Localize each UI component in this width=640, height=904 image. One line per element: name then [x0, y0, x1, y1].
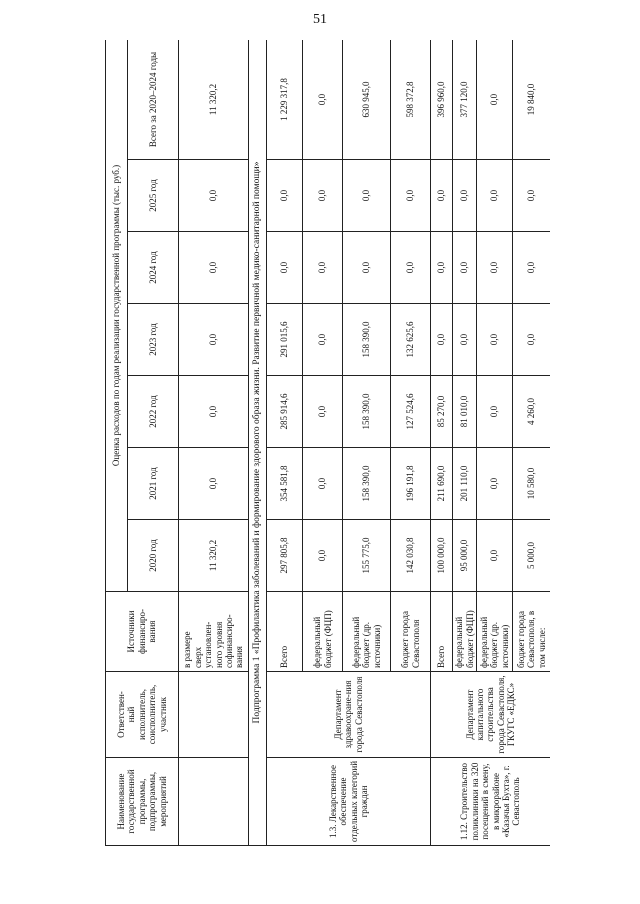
value-cell: 196 191,8	[391, 448, 431, 520]
header-year-2023: 2023 год	[128, 304, 179, 376]
source-cell: бюджет города Севастополя, в том числе:	[513, 592, 551, 672]
value-cell: 0,0	[179, 304, 249, 376]
header-estimate: Оценка расходов по годам реализации государственной программы (тыс. руб.)	[106, 40, 128, 592]
value-cell: 142 030,8	[391, 520, 431, 592]
rotated-sheet	[105, 40, 550, 846]
value-cell: 0,0	[391, 160, 431, 232]
measure-name: 1.12. Строительство поликлиники на 320 посещений в смену, в микрорайоне «Казачья Бухта», г. Севастополь	[431, 758, 551, 846]
value-cell: 0,0	[513, 232, 551, 304]
value-cell: 0,0	[303, 376, 343, 448]
responsible-cell: Департамент здравоохране-ния города Севастополя	[267, 672, 431, 758]
header-year-2022: 2022 год	[128, 376, 179, 448]
empty-cell	[179, 672, 249, 758]
value-cell: 0,0	[303, 160, 343, 232]
value-cell: 11 320,2	[179, 520, 249, 592]
value-cell: 0,0	[513, 304, 551, 376]
budget-table-wrapper	[105, 40, 550, 846]
value-cell: 0,0	[477, 376, 513, 448]
value-cell: 158 390,0	[343, 376, 391, 448]
table-row	[267, 40, 303, 846]
empty-cell	[179, 758, 249, 846]
value-cell: 0,0	[477, 160, 513, 232]
value-cell: 0,0	[477, 40, 513, 160]
value-cell: 0,0	[477, 304, 513, 376]
page-number: 51	[313, 12, 327, 27]
value-cell: 0,0	[179, 160, 249, 232]
header-name: Наименование государственной программы, подпрограммы, мероприятий	[106, 758, 179, 846]
header-total: Всего за 2020–2024 годы	[128, 40, 179, 160]
value-cell: 158 390,0	[343, 448, 391, 520]
value-cell: 95 000,0	[453, 520, 477, 592]
value-cell: 0,0	[391, 232, 431, 304]
value-cell: 0,0	[343, 160, 391, 232]
measure-name: 1.3. Лекарственное обеспечение отдельных категорий граждан	[267, 758, 431, 846]
value-cell: 1 229 317,8	[267, 40, 303, 160]
value-cell: 598 372,8	[391, 40, 431, 160]
value-cell: 0,0	[477, 232, 513, 304]
value-cell: 0,0	[267, 160, 303, 232]
value-cell: 377 120,0	[453, 40, 477, 160]
value-cell: 0,0	[267, 232, 303, 304]
source-cell: федеральный бюджет (ФЦП)	[453, 592, 477, 672]
value-cell: 0,0	[453, 160, 477, 232]
value-cell: 396 960,0	[431, 40, 453, 160]
value-cell: 0,0	[303, 304, 343, 376]
header-year-2025: 2025 год	[128, 160, 179, 232]
value-cell: 201 110,0	[453, 448, 477, 520]
value-cell: 19 840,0	[513, 40, 551, 160]
value-cell: 10 580,0	[513, 448, 551, 520]
budget-table	[105, 40, 550, 846]
value-cell: 0,0	[477, 448, 513, 520]
source-cell: федеральный бюджет (др. источники)	[477, 592, 513, 672]
responsible-cell: Департамент капитального строительства города Севастополя, ГКУГС «ЕДКС»	[431, 672, 551, 758]
value-cell: 0,0	[179, 376, 249, 448]
value-cell: 158 390,0	[343, 304, 391, 376]
source-cell: бюджет города Севастополя	[391, 592, 431, 672]
subprogram-title: Подпрограмма 1 «Профилактика заболеваний и формирование здорового образа жизни. Развитие первичной медико-санитарной помощи»	[249, 40, 267, 846]
value-cell: 0,0	[303, 40, 343, 160]
source-cell: федеральный бюджет (ФЦП)	[303, 592, 343, 672]
value-cell: 297 805,8	[267, 520, 303, 592]
value-cell: 127 524,6	[391, 376, 431, 448]
value-cell: 0,0	[303, 520, 343, 592]
header-year-2021: 2021 год	[128, 448, 179, 520]
source-cell: Всего	[431, 592, 453, 672]
value-cell: 0,0	[343, 232, 391, 304]
value-cell: 354 581,8	[267, 448, 303, 520]
value-cell: 291 015,6	[267, 304, 303, 376]
value-cell: 630 945,0	[343, 40, 391, 160]
value-cell: 211 690,0	[431, 448, 453, 520]
value-cell: 5 000,0	[513, 520, 551, 592]
source-cell: в размере сверх установлен- ного уровня софинансиро- вания	[179, 592, 249, 672]
table-row	[431, 40, 453, 846]
value-cell: 100 000,0	[431, 520, 453, 592]
value-cell: 155 775,0	[343, 520, 391, 592]
header-year-2020: 2020 год	[128, 520, 179, 592]
value-cell: 0,0	[513, 160, 551, 232]
table-row	[179, 40, 249, 846]
value-cell: 0,0	[303, 448, 343, 520]
header-source: Источники финансиро- вания	[106, 592, 179, 672]
source-cell: Всего	[267, 592, 303, 672]
value-cell: 132 625,6	[391, 304, 431, 376]
value-cell: 11 320,2	[179, 40, 249, 160]
value-cell: 0,0	[431, 232, 453, 304]
header-responsible: Ответствен- ный исполнитель, соисполнитель, участник	[106, 672, 179, 758]
value-cell: 285 914,6	[267, 376, 303, 448]
value-cell: 81 010,0	[453, 376, 477, 448]
value-cell: 0,0	[477, 520, 513, 592]
value-cell: 4 260,0	[513, 376, 551, 448]
value-cell: 0,0	[303, 232, 343, 304]
value-cell: 85 270,0	[431, 376, 453, 448]
value-cell: 0,0	[453, 304, 477, 376]
source-cell: федеральный бюджет (др. источники)	[343, 592, 391, 672]
value-cell: 0,0	[179, 448, 249, 520]
header-year-2024: 2024 год	[128, 232, 179, 304]
value-cell: 0,0	[453, 232, 477, 304]
value-cell: 0,0	[431, 304, 453, 376]
value-cell: 0,0	[179, 232, 249, 304]
value-cell: 0,0	[431, 160, 453, 232]
